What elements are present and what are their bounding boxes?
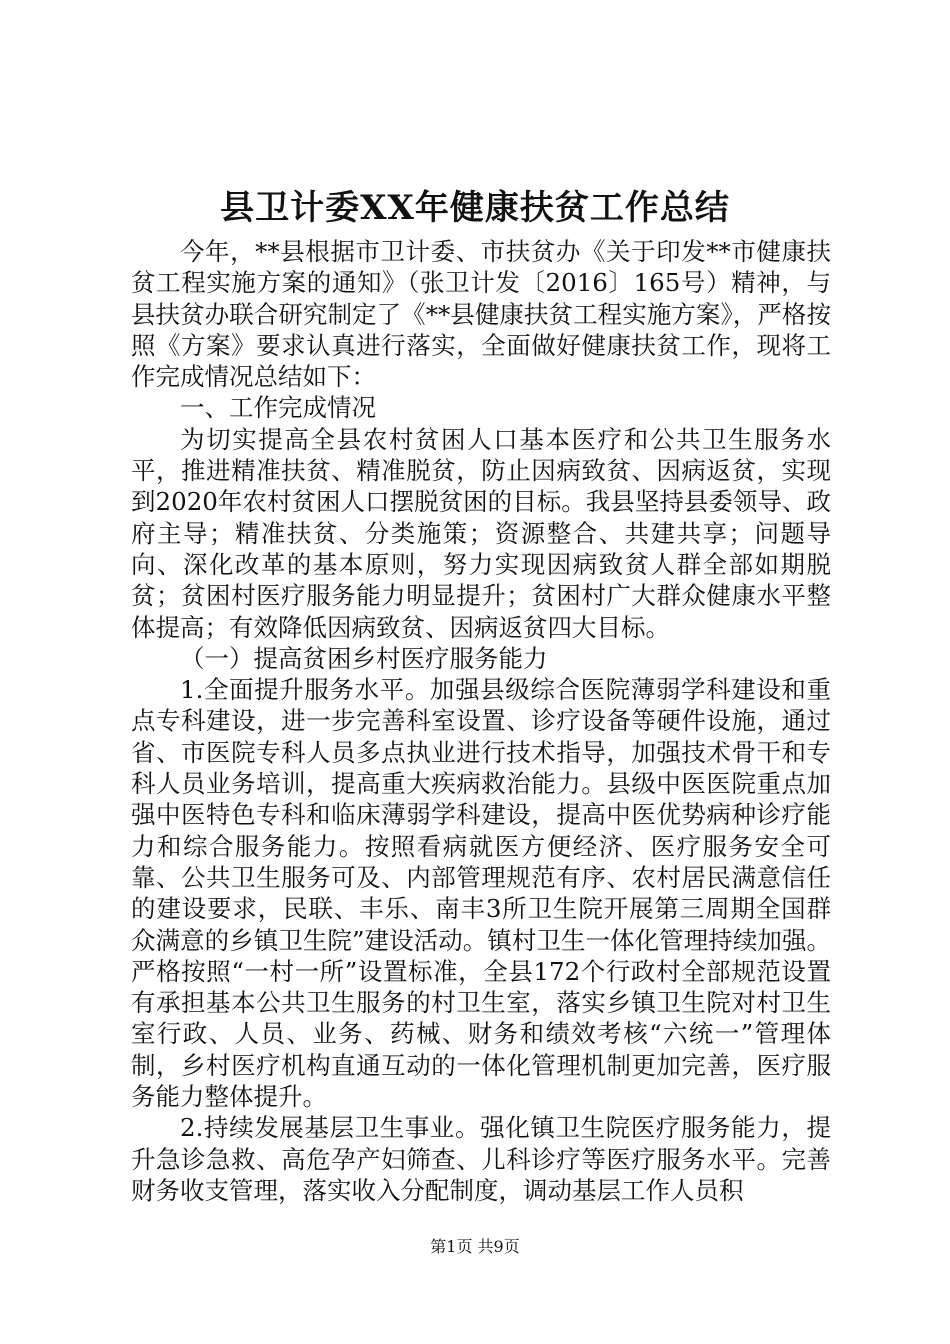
subsection-heading-1: （一）提高贫困乡村医疗服务能力 (180, 643, 548, 673)
paragraph-goals: 为切实提高全县农村贫困人口基本医疗和公共卫生服务水平，推进精准扶贫、精准脱贫，防止因病致贫、因病返贫，实现到2020年农村贫困人口摆脱贫困的目标。我县坚持县委领导、政府主导；精准扶贫、分类施策；资源整合、共建共享；问题导向、深化改革的基本原则，努力实现因病致贫人群全部如期脱贫；贫困村医疗服务能力明显提升；贫困村广大群众健康水平整体提高；有效降低因病致贫、因病返贫四大目标。 (131, 424, 831, 642)
paragraph-intro: 今年，**县根据市卫计委、市扶贫办《关于印发**市健康扶贫工程实施方案的通知》（张卫计发〔2016〕165号）精神，与县扶贫办联合研究制定了《**县健康扶贫工程实施方案》，严格按照《方案》要求认真进行落实，全面做好健康扶贫工作，现将工作完成情况总结如下： (131, 237, 831, 392)
paragraph-item-2: 2.持续发展基层卫生事业。强化镇卫生院医疗服务能力，提升急诊急救、高危孕产妇筛查、儿科诊疗等医疗服务水平。完善财务收支管理，落实收入分配制度，调动基层工作人员积 (131, 1113, 831, 1205)
page-number: 第1页 共9页 (430, 1237, 520, 1256)
paragraph-item-1: 1.全面提升服务水平。加强县级综合医院薄弱学科建设和重点专科建设，进一步完善科室设置、诊疗设备等硬件设施，通过省、市医院专科人员多点执业进行技术指导，加强技术骨干和专科人员业务培训，提高重大疾病救治能力。县级中医医院重点加强中医特色专科和临床薄弱学科建设，提高中医优势病种诊疗能力和综合服务能力。按照看病就医方便经济、医疗服务安全可靠、公共卫生服务可及、内部管理规范有序、农村居民满意信任的建设要求，民联、丰乐、南丰3所卫生院开展第三周期全国群众满意的乡镇卫生院”建设活动。镇村卫生一体化管理持续加强。严格按照“一村一所”设置标准，全县172个行政村全部规范设置有承担基本公共卫生服务的村卫生室，落实乡镇卫生院对村卫生室行政、人员、业务、药械、财务和绩效考核“六统一”管理体制，乡村医疗机构直通互动的一体化管理机制更加完善，医疗服务能力整体提升。 (131, 675, 831, 1112)
section-heading-1: 一、工作完成情况 (180, 393, 376, 423)
document-title: 县卫计委XX年健康扶贫工作总结 (220, 188, 730, 228)
document-body (131, 236, 831, 1206)
